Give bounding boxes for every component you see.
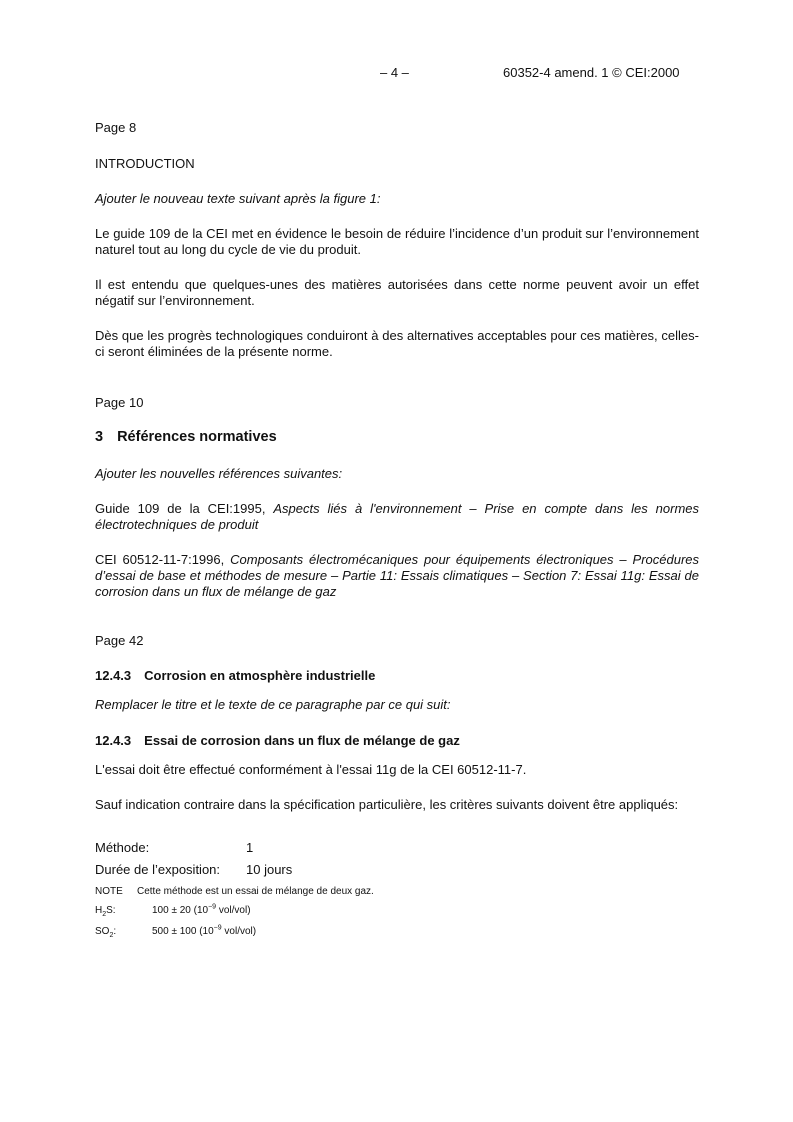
subclause-instruction: Remplacer le titre et le texte de ce paragraphe par ce qui suit: [95,697,451,712]
references-instruction: Ajouter les nouvelles références suivantes: [95,466,343,481]
reference-guide-109-title: Aspects liés à l'environnement – Prise en compte dans les normes électrotechniques de produit [95,501,699,532]
so2-unit: vol/vol) [221,926,257,937]
h2s-number: 100 ± 20 (10 [152,905,209,916]
method-value: 1 [246,840,254,855]
so2-subscript: 2 [109,932,114,939]
so2-exponent: −9 [213,924,222,932]
introduction-paragraph-2: Il est entendu que quelques-unes des matières autorisées dans cette norme peuvent avoir un effet négatif sur l’environnement. [95,277,699,308]
page-8-label: Page 8 [95,120,137,135]
references-heading [95,429,699,445]
h2s-label [95,904,116,917]
references-title: Références normatives [117,429,277,445]
page-number: – 4 – [380,65,409,80]
subclause-heading-old [95,668,699,684]
document-reference: 60352-4 amend. 1 © CEI:2000 [503,65,680,80]
reference-cei-60512 [95,552,699,600]
so2-letters: SO [95,926,110,937]
h2s-subscript: 2 [102,911,107,918]
test-paragraph-1: L'essai doit être effectué conformément à l'essai 11g de la CEI 60512-11-7. [95,762,527,777]
h2s-value [152,904,251,917]
introduction-heading: INTRODUCTION [95,156,195,171]
so2-number: 500 ± 100 (10 [152,926,214,937]
subclause-new-title: Essai de corrosion dans un flux de mélange de gaz [144,733,460,748]
page-10-label: Page 10 [95,395,144,410]
reference-cei-60512-title: Composants électromécaniques pour équipements électroniques – Procédures d’essai de base et méthodes de mesure – Partie 11: Essais climatiques – Section 7: Essai 11g: Essai de corrosion dans un flux de mélange de gaz [95,552,700,599]
reference-cei-60512-id: CEI 60512-11-7:1996, [95,552,231,567]
h2s-exponent: −9 [208,903,217,911]
subclause-old-number: 12.4.3 [95,668,132,683]
page-42-label: Page 42 [95,633,144,648]
h2s-unit: vol/vol) [216,905,251,916]
so2-value [152,925,256,938]
subclause-old-title: Corrosion en atmosphère industrielle [144,668,376,683]
method-label: Méthode: [95,840,150,855]
so2-label [95,925,116,938]
subclause-new-number: 12.4.3 [95,733,132,748]
note-label: NOTE [95,886,123,897]
subclause-heading-new [95,733,699,749]
introduction-paragraph-3: Dès que les progrès technologiques conduiront à des alternatives acceptables pour ces matières, celles-ci seront éliminées de la présente norme. [95,328,699,359]
reference-guide-109-id: Guide 109 de la CEI:1995, [95,501,274,516]
so2-tail: : [113,926,117,937]
test-paragraph-2: Sauf indication contraire dans la spécification particulière, les critères suivants doivent être appliqués: [95,797,679,812]
reference-guide-109 [95,501,699,533]
introduction-instruction: Ajouter le nouveau texte suivant après la figure 1: [95,191,381,206]
note-text: Cette méthode est un essai de mélange de deux gaz. [137,886,374,897]
references-number: 3 [95,429,104,445]
duration-label: Durée de l’exposition: [95,862,221,877]
h2s-tail: S: [106,905,116,916]
duration-value: 10 jours [246,862,293,877]
h2s-letter: H [95,905,103,916]
introduction-paragraph-1: Le guide 109 de la CEI met en évidence le besoin de réduire l’incidence d’un produit sur l’environnement naturel tout au long du cycle de vie du produit. [95,226,699,257]
